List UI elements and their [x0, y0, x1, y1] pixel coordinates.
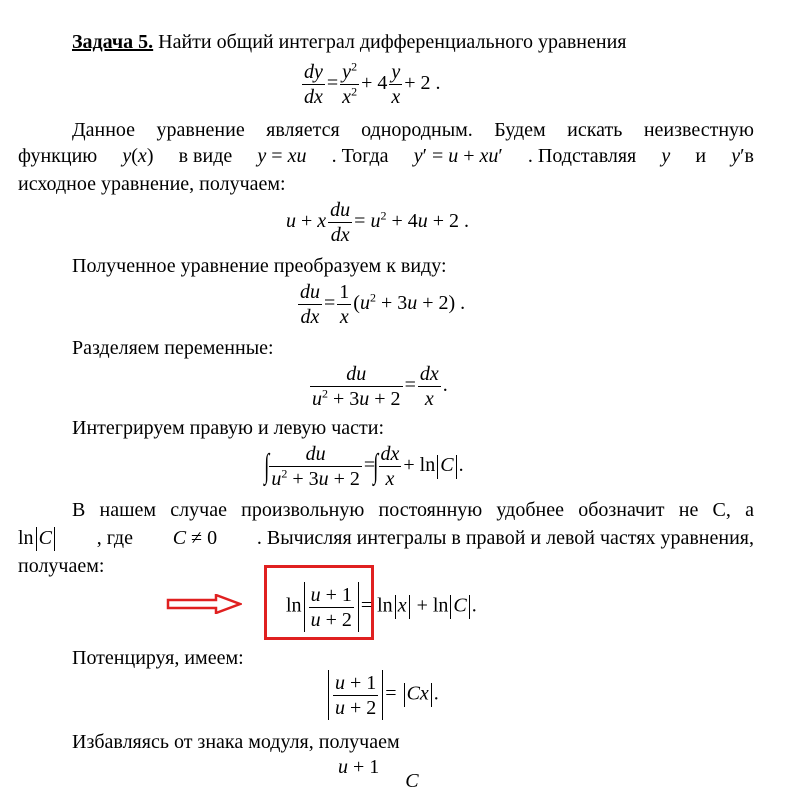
equation-partial: u + 1C — [338, 756, 419, 792]
equation-integrated: ∫ $\frac{du}{u^2 + 3u + 2}$ =∫ $\frac{dx}{x}$ + ln C . — [264, 443, 464, 490]
paragraph-line: получаем: — [18, 555, 105, 577]
task-statement: Найти общий интеграл дифференциального уравнения — [158, 31, 627, 53]
equation-separated: $\frac{du}{u^2 + 3u + 2}$ = $\frac{dx}{x}$ . — [312, 363, 448, 410]
paragraph-line: ln C , где C ≠ 0 . Вычисляя интегралы в правой и левой частях уравнения, — [18, 524, 754, 553]
equation-original: $\frac{dy}{dx}$ = $\frac{y^2}{x^2}$ + 4 $\frac{y}{x}$ + 2 . — [304, 59, 441, 108]
paragraph-line: Разделяем переменные: — [72, 337, 274, 359]
equation-transformed: $\frac{du}{dx}$ = $\frac{1}{x}$ $(u^2 + 3u + 2)$ . — [300, 281, 466, 328]
paragraph-line: исходное уравнение, получаем: — [18, 173, 286, 195]
task-heading — [72, 28, 626, 57]
paragraph-line: В нашем случае произвольную постоянную удобнее обозначит не С, а — [72, 499, 754, 521]
paragraph-line: функцию y(x) в виде y = xu . Тогда y′ = u + xu′ . Подставляя y и y′в — [18, 145, 754, 167]
equation-potentiated: $\frac{u + 1}{u + 2}$ = Cx . — [326, 670, 439, 720]
equation-result: ln $\frac{u + 1}{u + 2}$ = ln x + ln C . — [286, 583, 477, 631]
paragraph-line: Данное уравнение является однородным. Будем искать неизвестную — [72, 119, 754, 141]
arrow-right-icon — [166, 594, 242, 614]
paragraph-line: Избавляясь от знака модуля, получаем — [72, 731, 400, 753]
paragraph-line: Полученное уравнение преобразуем к виду: — [72, 255, 447, 277]
paragraph-line: Потенцируя, имеем: — [72, 647, 244, 669]
equation-substituted: u + x $\frac{du}{dx}$ = $u^2 + 4u + 2$ . — [286, 199, 470, 246]
task-label: Задача 5. — [72, 31, 154, 53]
paragraph-line: Интегрируем правую и левую части: — [72, 417, 385, 439]
